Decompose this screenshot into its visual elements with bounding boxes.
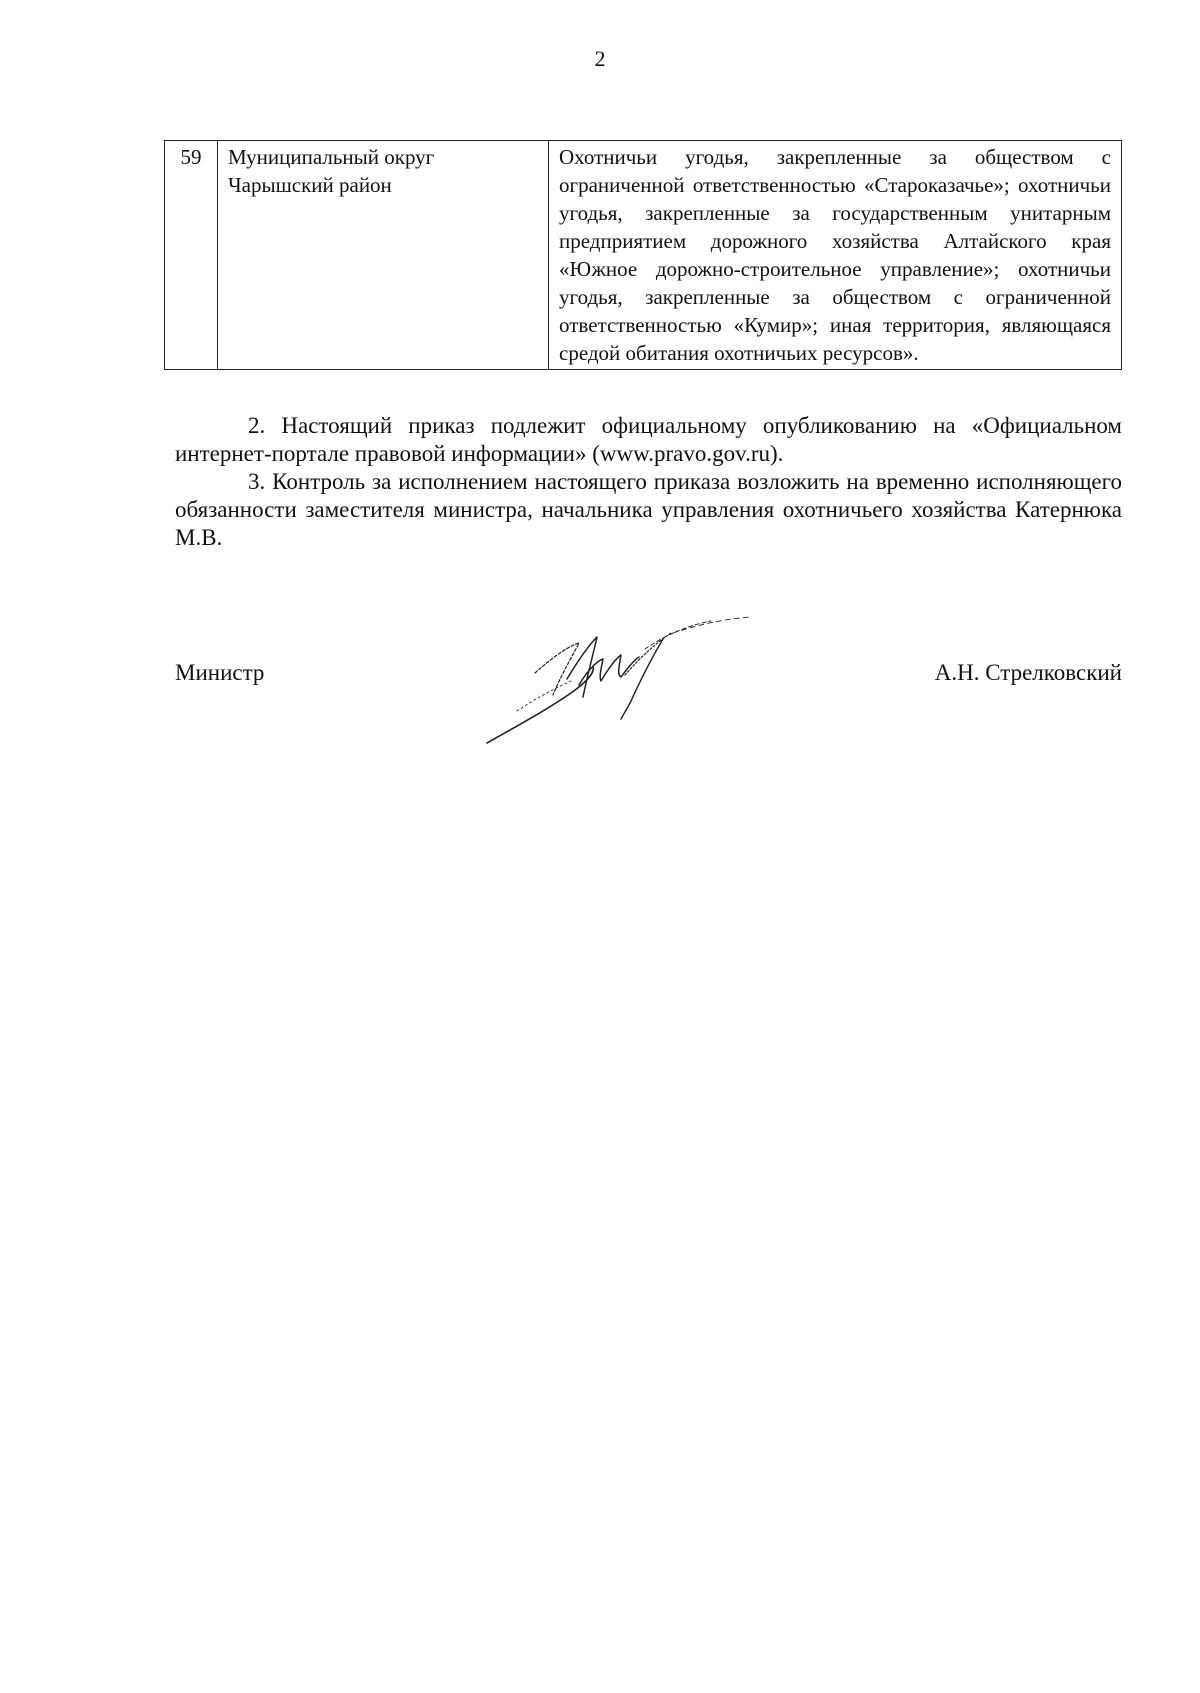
table-row	[165, 141, 1122, 370]
handwritten-signature	[475, 615, 765, 755]
district-cell: Муниципальный округ Чарышский район	[218, 141, 549, 370]
order-paragraphs	[175, 412, 1122, 552]
page-number: 2	[594, 46, 606, 71]
territory-table-wrapper	[164, 140, 1122, 370]
territory-table	[164, 140, 1122, 370]
signatory-name: А.Н. Стрелковский	[934, 660, 1122, 685]
paragraph-control: 3. Контроль за исполнением настоящего приказа возложить на временно исполняющего обязанности заместителя министра, начальника управления охотничьего хозяйства Катернюка М.В.	[175, 469, 1122, 550]
row-number-cell: 59	[165, 141, 218, 370]
paragraph-publication: 2. Настоящий приказ подлежит официальному опубликованию на «Официальном интернет-портале правовой информации» (www.pravo.gov.ru).	[175, 413, 1122, 466]
signatory-title: Министр	[175, 660, 265, 685]
description-cell: Охотничьи угодья, закрепленные за обществом с ограниченной ответственностью «Староказачье»; охотничьи угодья, закрепленные за государственным унитарным предприятием дорожного хозяйства Алтайского края «Южное дорожно-строительное управление»; охотничьи угодья, закрепленные за обществом с ограниченной ответственностью «Кумир»; иная территория, являющаяся средой обитания охотничьих ресурсов».	[549, 141, 1122, 370]
